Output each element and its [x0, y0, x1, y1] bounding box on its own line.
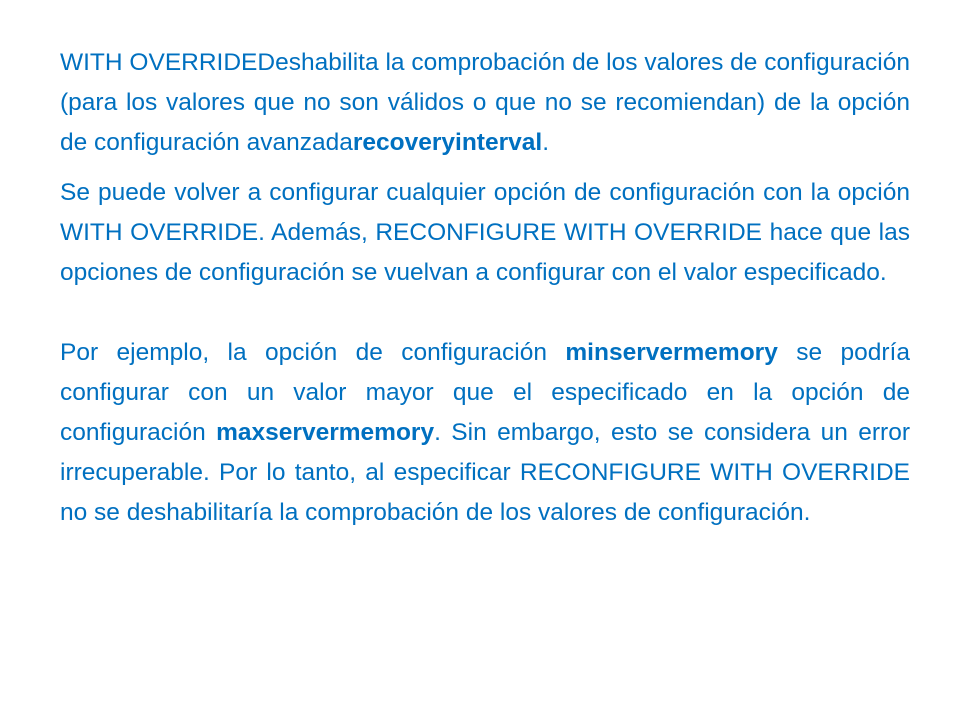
term-maxservermemory: maxservermemory — [216, 419, 435, 446]
with-override-lead: WITH OVERRIDE — [60, 49, 258, 76]
with-override-description: Deshabilita la comprobación de los valores de configuración (para los valores que no son válidos o que no se recomiendan) de la opción de configuración avanzada — [60, 49, 910, 156]
paragraph-reconfigure: Se puede volver a configurar cualquier opción de configuración con la opción WITH OVERRIDE. Además, RECONFIGURE WITH OVERRIDE hace que las opciones de configuración se vuelvan a configurar con el valor especificado. — [60, 179, 910, 286]
example-conclusion: . Sin embargo, esto se considera un error irrecuperable. Por lo tanto, al especificar RECONFIGURE WITH OVERRIDE no se deshabilitaría la comprobación de los valores de configuración. — [60, 419, 910, 526]
example-intro: Por ejemplo, la opción de configuración — [60, 339, 566, 366]
term-recoveryinterval: recoveryinterval — [352, 129, 543, 156]
paragraph-with-override — [60, 43, 910, 163]
slide-content — [60, 43, 910, 533]
example-middle: se podría configurar con un valor mayor que el especificado en la opción de configuración — [60, 339, 910, 446]
paragraph-end-period: . — [542, 129, 549, 156]
term-minservermemory: minservermemory — [565, 339, 778, 366]
paragraph-example — [60, 333, 910, 533]
